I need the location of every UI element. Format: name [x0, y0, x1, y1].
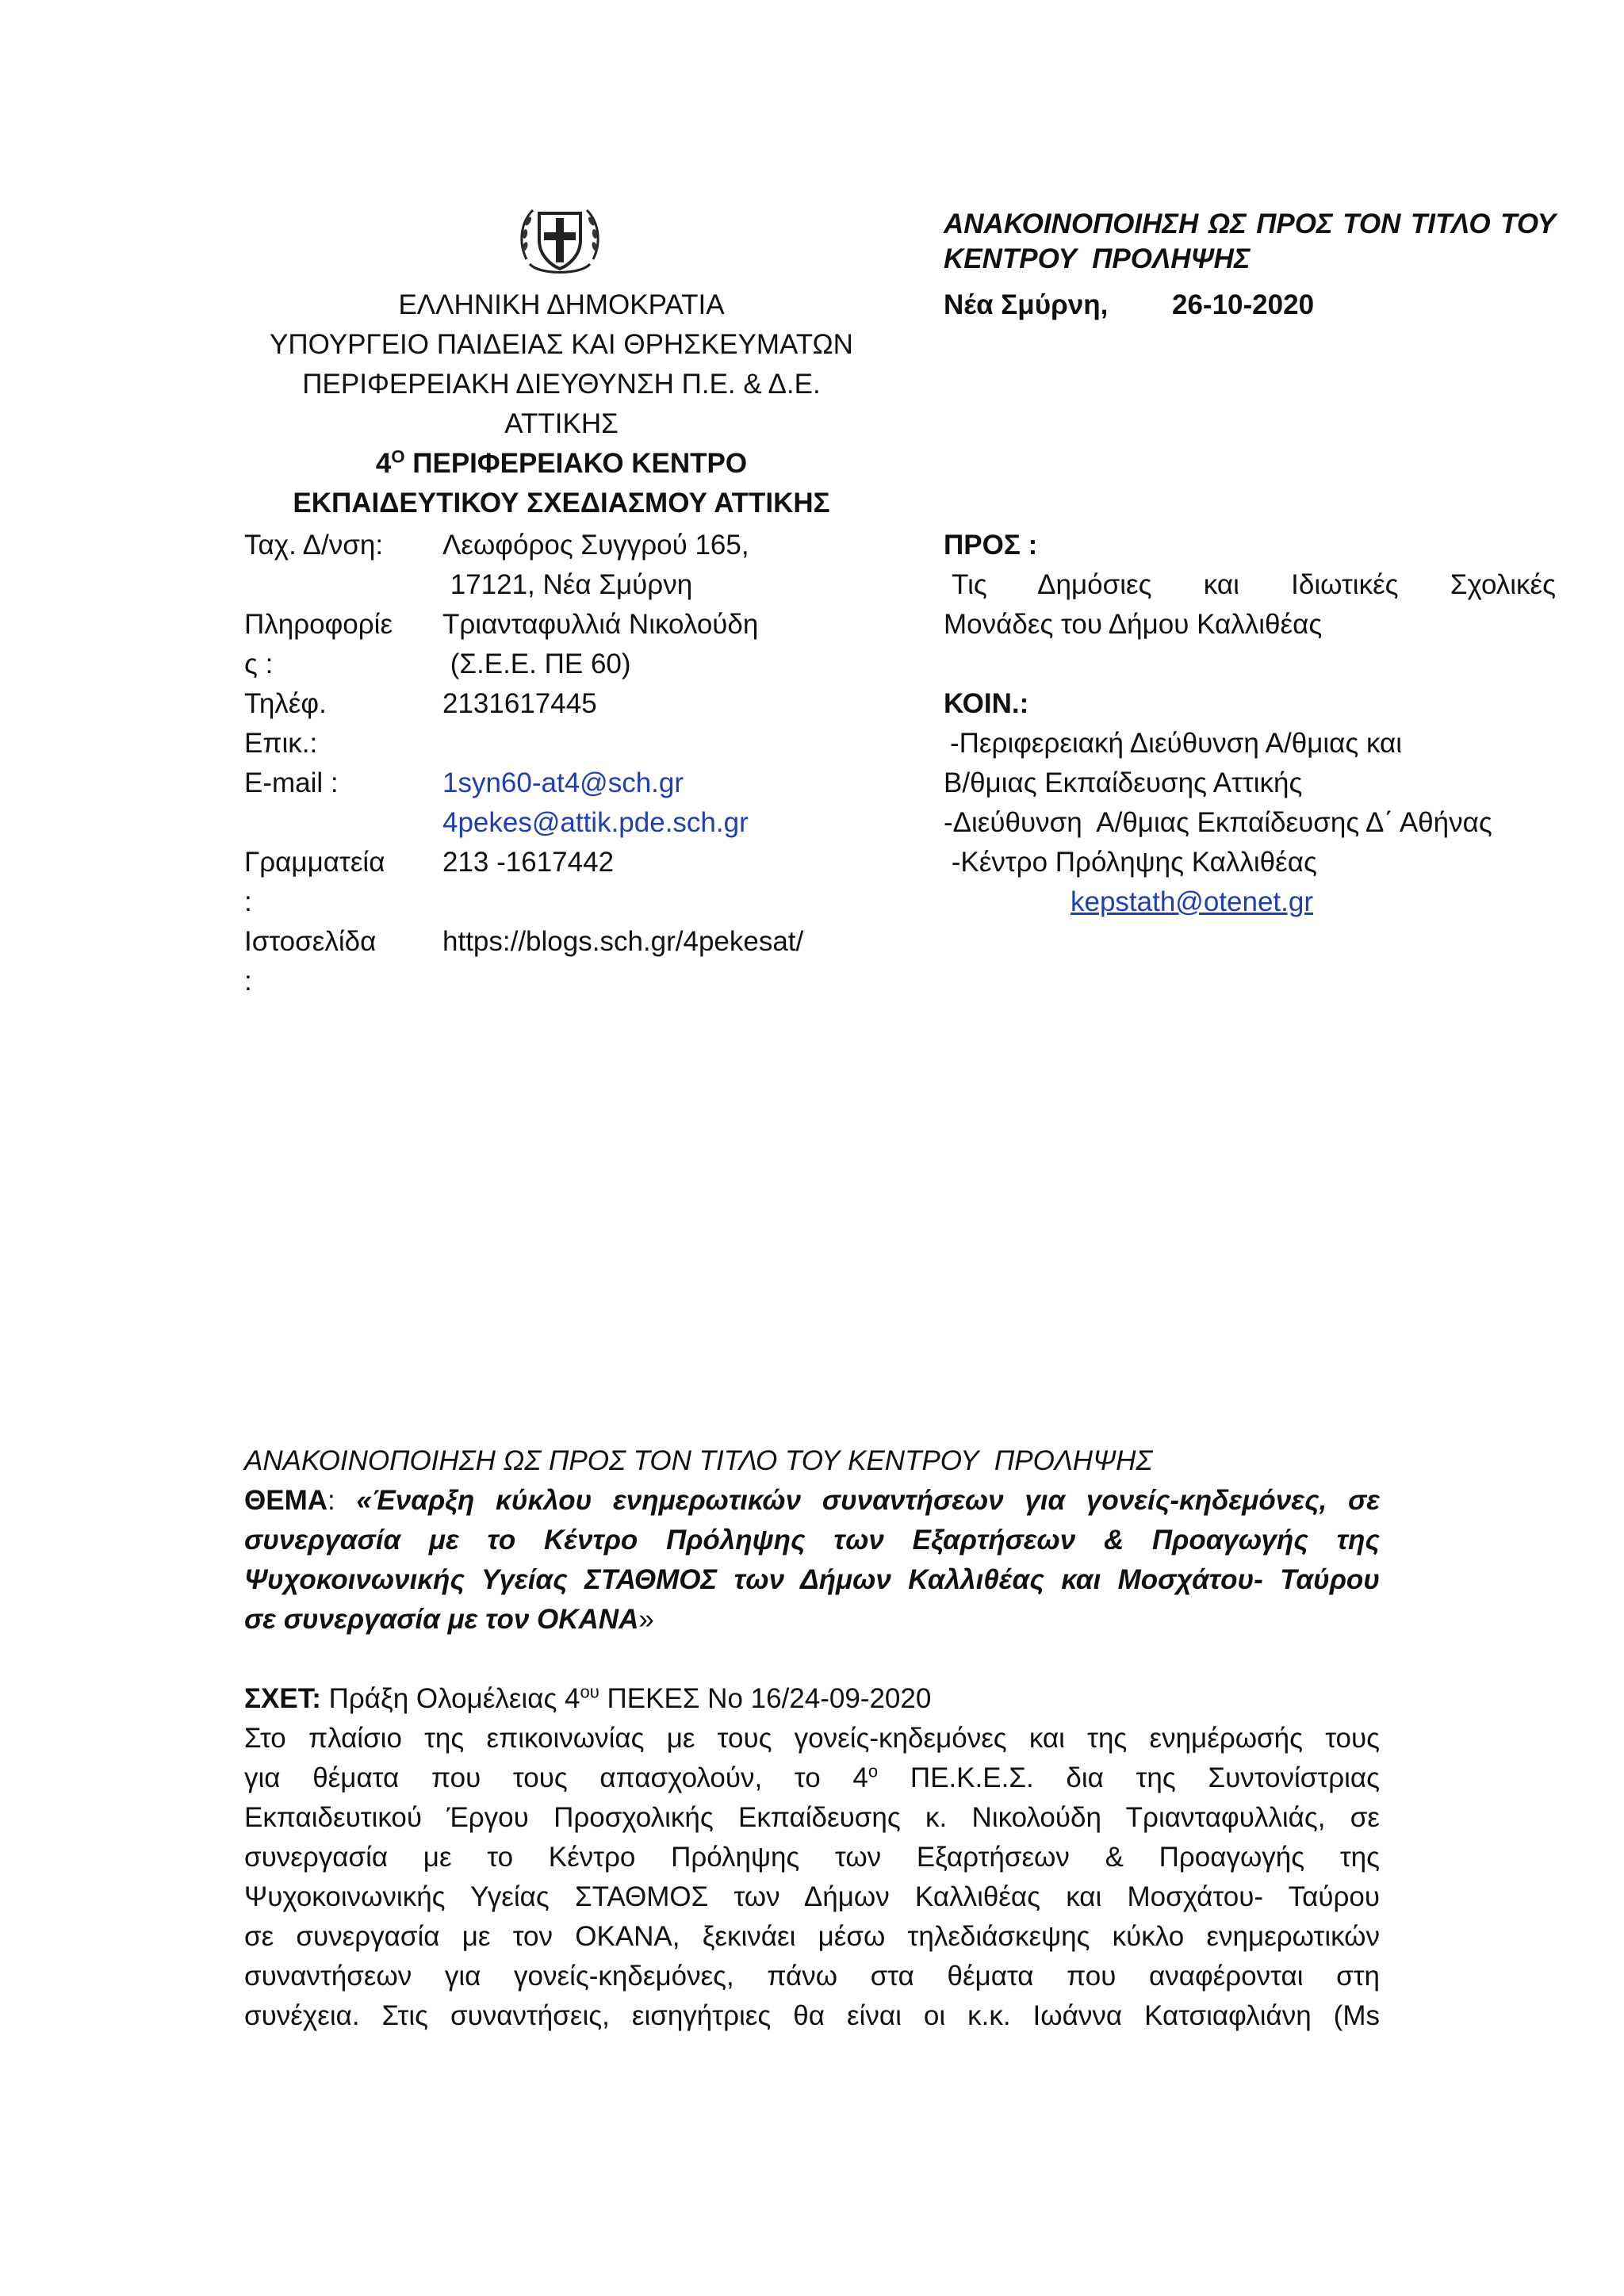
body-line-8: συνέχεια. Στις συναντήσεις, εισηγήτριες θα είναι οι κ.κ. Ιωάννα Κατσιαφλιάνη (Ms: [244, 2000, 1380, 2031]
website-label-2: :: [244, 966, 252, 997]
header-regional-directorate: ΠΕΡΙΦΕΡΕΙΑΚΗ ΔΙΕΥΘΥΝΣΗ Π.Ε. & Δ.Ε.: [302, 369, 821, 400]
body-line-6: σε συνεργασία με τον ΟΚΑΝΑ, ξεκινάει μέσω τηλεδιάσκεψης κύκλο ενημερωτικών: [244, 1921, 1380, 1952]
body-line-2: για θέματα που τους απασχολούν, το $4^o$ ΠΕ.Κ.Ε.Σ. δια της Συντονίστριας: [244, 1761, 1381, 1793]
subject-line-4: σε συνεργασία με τον ΟΚΑΝΑ»: [244, 1604, 654, 1635]
website-value: https://blogs.sch.gr/4pekesat/: [442, 926, 804, 957]
subject-line-1: ΘΕΜΑ: «Έναρξη κύκλου ενημερωτικών συναντήσεων για γονείς-κηδεμόνες, σε: [244, 1485, 1381, 1516]
cc-line-2: Β/θμιας Εκπαίδευσης Αττικής: [944, 767, 1303, 798]
to-recipients: Τις Δημόσιες και Ιδιωτικές Σχολικές: [952, 569, 1556, 600]
email-link-2[interactable]: 4pekes@attik.pde.sch.gr: [442, 807, 749, 838]
secretariat-value: 213 -1617442: [442, 847, 615, 878]
info-label: Πληροφορίε: [244, 609, 393, 640]
header-center-name-2: ΕΚΠΑΙΔΕΥΤΙΚΟΥ ΣΧΕΔΙΑΣΜΟΥ ΑΤΤΙΚΗΣ: [293, 488, 830, 519]
place: Νέα Σμύρνη,: [944, 289, 1109, 320]
to-recipients-2: Μονάδες του Δήμου Καλλιθέας: [944, 609, 1323, 640]
body-line-5: Ψυχοκοινωνικής Υγείας ΣΤΑΘΜΟΣ των Δήμων Καλλιθέας και Μοσχάτου- Ταύρου: [244, 1881, 1380, 1912]
subject-line-3: Ψυχοκοινωνικής Υγείας ΣΤΑΘΜΟΣ των Δήμων Καλλιθέας και Μοσχάτου- Ταύρου: [244, 1564, 1380, 1595]
repost-title: ΑΝΑΚΟΙΝΟΠΟΙΗΣΗ ΩΣ ΠΡΟΣ ΤΟΝ ΤΙΤΛΟ ΤΟΥ: [944, 209, 1556, 239]
greek-coat-of-arms-emblem: [515, 196, 604, 285]
phone-label-2: Επικ.:: [244, 728, 318, 759]
body-line-1: Στο πλαίσιο της επικοινωνίας με τους γονείς-κηδεμόνες και της ενημέρωσής τους: [244, 1723, 1380, 1754]
secretariat-label: Γραμματεία: [244, 847, 385, 878]
header-ministry: ΥΠΟΥΡΓΕΙΟ ΠΑΙΔΕΙΑΣ ΚΑΙ ΘΡΗΣΚΕΥΜΑΤΩΝ: [270, 329, 853, 360]
subject-repost: ΑΝΑΚΟΙΝΟΠΟΙΗΣΗ ΩΣ ΠΡΟΣ ΤΟΝ ΤΙΤΛΟ ΤΟΥ ΚΕΝΤΡΟΥ ΠΡΟΛΗΨΗΣ: [244, 1445, 1153, 1476]
body-line-4: συνεργασία με το Κέντρο Πρόληψης των Εξαρτήσεων & Προαγωγής της: [244, 1842, 1380, 1873]
cc-line-4: -Κέντρο Πρόληψης Καλλιθέας: [944, 847, 1317, 878]
address-label: Ταχ. Δ/νση:: [244, 530, 384, 561]
website-label: Ιστοσελίδα: [244, 926, 377, 957]
cc-email-link[interactable]: kepstath@otenet.gr: [1071, 886, 1313, 917]
address-value-2: 17121, Νέα Σμύρνη: [442, 569, 693, 600]
subject-line-2: συνεργασία με το Κέντρο Πρόληψης των Εξαρτήσεων & Προαγωγής της: [244, 1525, 1380, 1556]
body-line-3: Εκπαιδευτικού Έργου Προσχολικής Εκπαίδευσης κ. Νικολούδη Τριανταφυλλιάς, σε: [244, 1802, 1380, 1833]
cc-line-3: -Διεύθυνση Α/θμιας Εκπαίδευσης Δ΄ Αθήνας: [944, 807, 1492, 838]
info-label-2: ς :: [244, 649, 274, 679]
body-line-7: συναντήσεων για γονείς-κηδεμόνες, πάνω στα θέματα που αναφέρονται στη: [244, 1961, 1380, 1992]
header-center-name: $4^O$ ΠΕΡΙΦΕΡΕΙΑΚΟ ΚΕΝΤΡΟ: [375, 446, 748, 479]
phone-value: 2131617445: [442, 688, 597, 719]
date: 26-10-2020: [1172, 289, 1315, 320]
phone-label: Τηλέφ.: [244, 688, 327, 719]
reference-line: ΣΧΕΤ: Πράξη Ολομέλειας $4^{o\upsilon}$ ΠΕΚΕΣ Νο 16/24-09-2020: [244, 1682, 932, 1714]
header-region: ΑΤΤΙΚΗΣ: [504, 408, 619, 439]
cc-label: ΚΟΙΝ.:: [944, 688, 1029, 719]
repost-title-2: ΚΕΝΤΡΟΥ ΠΡΟΛΗΨΗΣ: [944, 243, 1251, 274]
email-label: E-mail :: [244, 767, 339, 798]
secretariat-label-2: :: [244, 886, 252, 917]
info-value-2: (Σ.Ε.Ε. ΠΕ 60): [442, 649, 631, 679]
info-value: Τριανταφυλλιά Νικολούδη: [442, 609, 759, 640]
header-country: ΕΛΛΗΝΙΚΗ ΔΗΜΟΚΡΑΤΙΑ: [398, 289, 725, 320]
cc-line-1: -Περιφερειακή Διεύθυνση Α/θμιας και: [950, 728, 1403, 759]
address-value: Λεωφόρος Συγγρού 165,: [442, 530, 749, 561]
email-link-1[interactable]: 1syn60-at4@sch.gr: [442, 767, 684, 798]
to-label: ΠΡΟΣ :: [944, 530, 1038, 561]
